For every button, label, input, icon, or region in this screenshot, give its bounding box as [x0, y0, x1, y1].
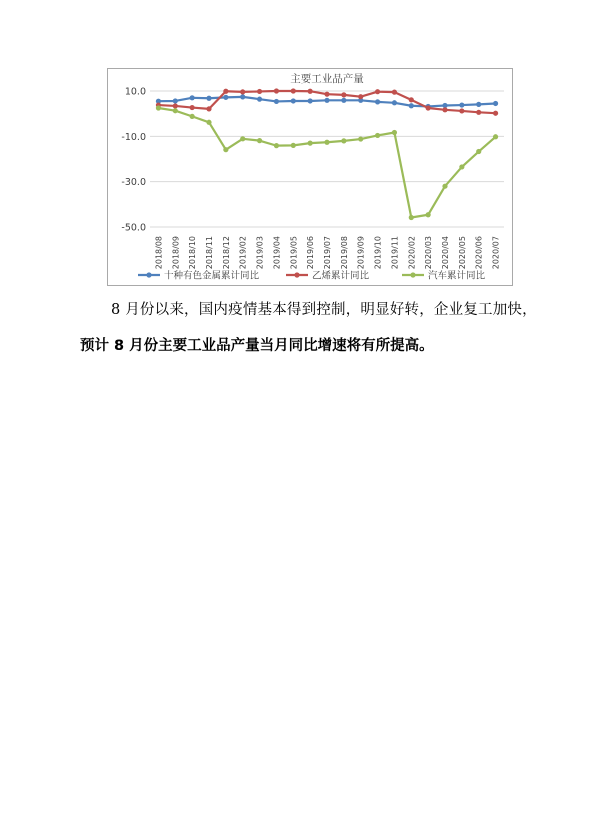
legend-label: 十种有色金属累计同比 [164, 270, 260, 282]
data-point [324, 140, 329, 145]
data-point [291, 88, 296, 93]
data-point [476, 102, 481, 107]
data-point [341, 92, 346, 97]
data-point [459, 108, 464, 113]
data-point [206, 106, 211, 111]
data-point [240, 94, 245, 99]
data-point [173, 103, 178, 108]
data-point [358, 94, 363, 99]
data-point [375, 89, 380, 94]
data-point [324, 92, 329, 97]
x-tick-label: 2020/06 [474, 236, 484, 270]
legend-swatch-marker [410, 272, 415, 277]
data-point [392, 90, 397, 95]
bold-paragraph: 预计 8 月份主要工业品产量当月同比增速将有所提高。 [80, 338, 434, 354]
data-point [493, 101, 498, 106]
x-tick-label: 2020/07 [491, 236, 501, 270]
legend-swatch-marker [146, 272, 151, 277]
data-point [257, 89, 262, 94]
data-point [409, 97, 414, 102]
data-point [324, 98, 329, 103]
data-point [442, 184, 447, 189]
data-point [190, 105, 195, 110]
data-point [190, 114, 195, 119]
y-tick-label: -50.0 [121, 222, 146, 234]
data-point [493, 134, 498, 139]
data-point [392, 130, 397, 135]
chart-title: 主要工业品产量 [290, 73, 364, 85]
legend-swatch-marker [294, 272, 299, 277]
data-point [308, 89, 313, 94]
data-point [274, 88, 279, 93]
data-point [426, 105, 431, 110]
data-point [223, 95, 228, 100]
data-point [308, 98, 313, 103]
data-point [459, 164, 464, 169]
x-tick-label: 2019/10 [373, 236, 383, 270]
data-point [426, 212, 431, 217]
x-tick-label: 2020/04 [441, 236, 450, 270]
x-tick-label: 2019/04 [272, 236, 282, 270]
data-point [476, 110, 481, 115]
legend-label: 乙烯累计同比 [312, 270, 370, 282]
chart-frame [107, 68, 513, 286]
data-point [223, 89, 228, 94]
x-tick-label: 2019/05 [289, 236, 299, 270]
x-tick-label: 2018/10 [188, 236, 198, 270]
x-tick-label: 2019/09 [356, 236, 366, 270]
data-point [291, 98, 296, 103]
x-tick-label: 2018/08 [154, 236, 164, 270]
data-point [375, 99, 380, 104]
body-paragraph: 8 月份以来，国内疫情基本得到控制，明显好转，企业复工加快， [111, 302, 537, 318]
x-tick-label: 2019/11 [390, 236, 400, 270]
x-tick-label: 2019/08 [339, 236, 349, 270]
data-point [375, 133, 380, 138]
data-point [223, 147, 228, 152]
x-tick-label: 2018/12 [221, 236, 231, 270]
y-tick-label: -10.0 [121, 131, 146, 143]
x-tick-label: 2019/07 [323, 236, 332, 270]
x-tick-label: 2019/02 [238, 236, 248, 270]
legend-label: 汽车累计同比 [428, 270, 486, 282]
x-tick-label: 2019/06 [306, 236, 316, 270]
data-point [206, 120, 211, 125]
data-point [341, 138, 346, 143]
data-point [240, 89, 245, 94]
data-point [409, 215, 414, 220]
data-point [392, 100, 397, 105]
data-point [173, 108, 178, 113]
data-point [459, 102, 464, 107]
x-tick-label: 2020/02 [407, 236, 417, 270]
x-tick-label: 2018/09 [171, 236, 181, 270]
x-tick-label: 2018/11 [205, 236, 214, 270]
y-tick-label: -30.0 [121, 177, 146, 189]
x-tick-label: 2019/03 [255, 236, 265, 270]
data-point [274, 99, 279, 104]
x-tick-label: 2020/03 [424, 236, 434, 270]
data-point [257, 138, 262, 143]
data-point [308, 141, 313, 146]
data-point [493, 111, 498, 116]
data-point [156, 105, 161, 110]
data-point [257, 97, 262, 102]
line-chart [108, 69, 514, 287]
data-point [274, 143, 279, 148]
data-point [442, 107, 447, 112]
x-tick-label: 2020/05 [457, 236, 467, 270]
data-point [173, 98, 178, 103]
y-tick-label: 10.0 [124, 86, 146, 98]
data-point [240, 136, 245, 141]
data-point [341, 98, 346, 103]
data-point [476, 149, 481, 154]
data-point [206, 96, 211, 101]
data-point [190, 95, 195, 100]
data-point [358, 136, 363, 141]
data-point [291, 143, 296, 148]
data-point [409, 103, 414, 108]
